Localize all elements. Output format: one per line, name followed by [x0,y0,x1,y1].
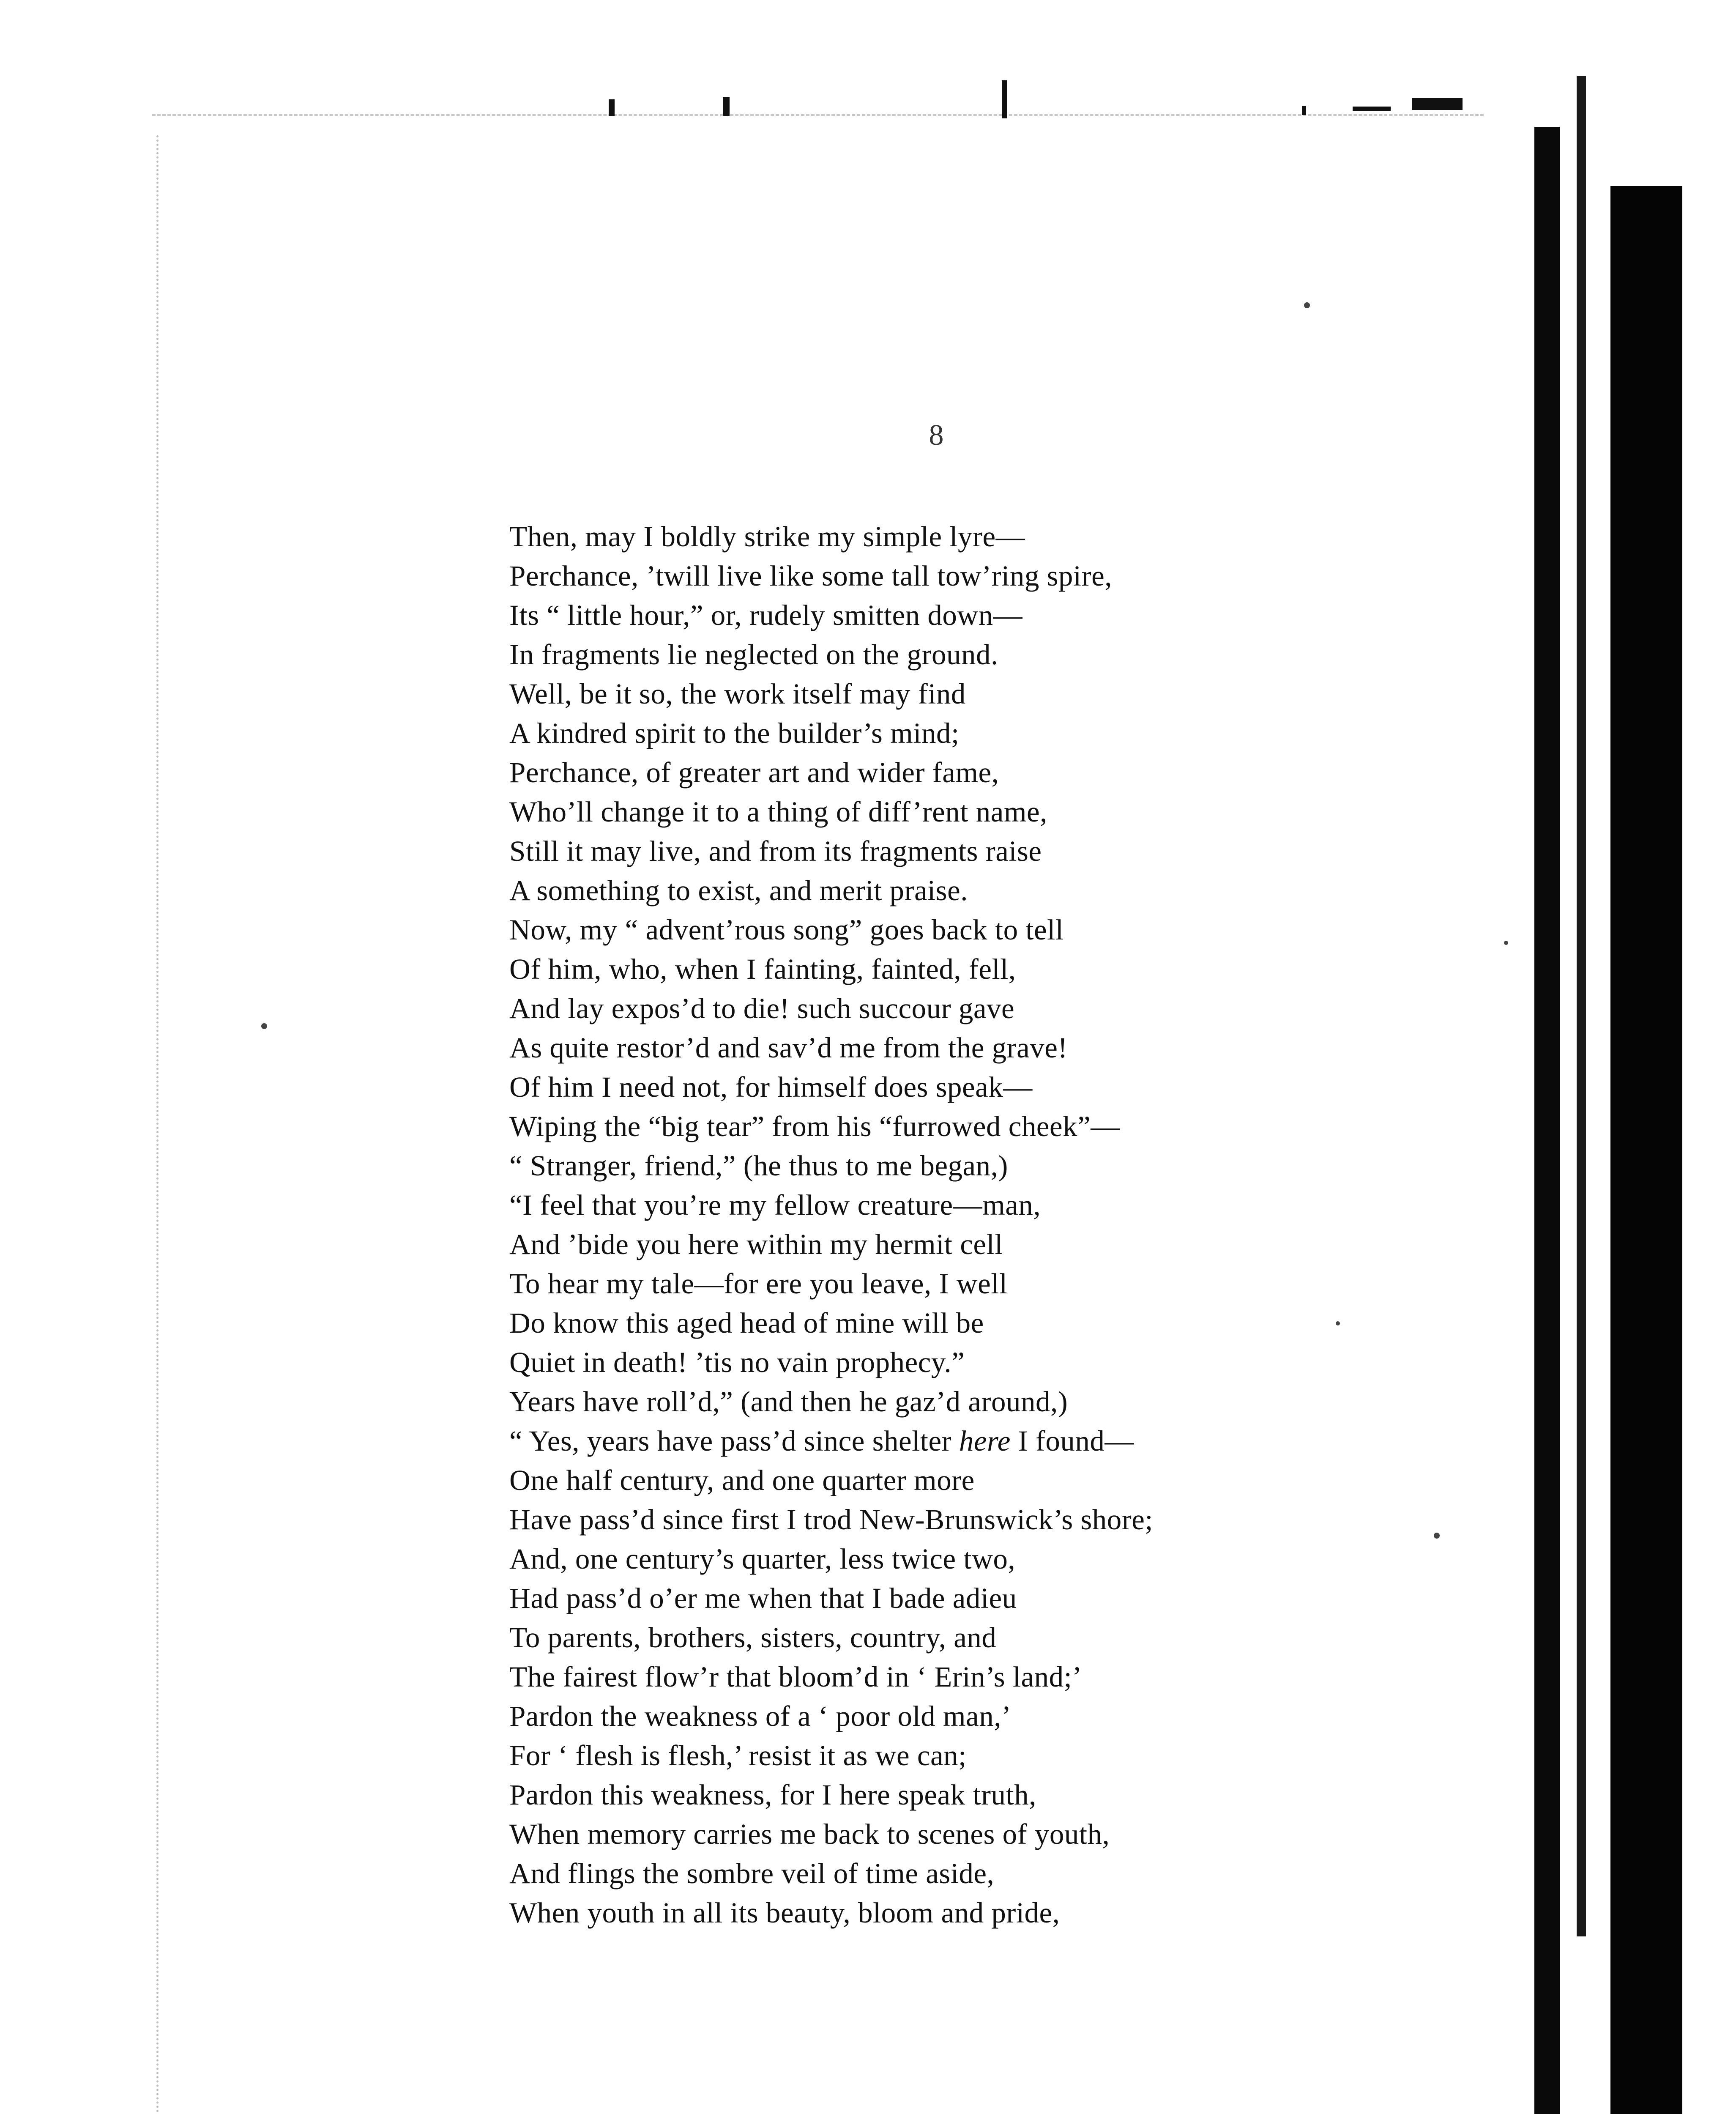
binding-gap [1596,1505,1608,1590]
poem-line: Of him, who, when I fainting, fainted, fell, [509,953,1016,985]
poem-line: Have pass’d since first I trod New-Brunswick’s shore; [509,1503,1154,1536]
top-mark [1002,80,1007,118]
poem-line: To hear my tale—for ere you leave, I well [509,1268,1008,1300]
binding-bar [1534,127,1560,2114]
poem-line: Still it may live, and from its fragments raise [509,835,1042,867]
poem-line: In fragments lie neglected on the ground. [509,638,998,671]
poem-line: When youth in all its beauty, bloom and pride, [509,1897,1060,1929]
poem-line: Quiet in death! ’tis no vain prophecy.” [509,1346,965,1378]
poem-line: For ‘ flesh is flesh,’ resist it as we can; [509,1739,967,1772]
page-edge-left [156,135,163,2114]
poem-line: “I feel that you’re my fellow creature—man, [509,1189,1041,1221]
ink-speck [261,1023,267,1029]
poem-line: Then, may I boldly strike my simple lyre— [509,520,1025,553]
poem-line: And lay expos’d to die! such succour gave [509,992,1015,1024]
poem-line: Its “ little hour,” or, rudely smitten down— [509,599,1023,631]
poem-line: “ Stranger, friend,” (he thus to me began,) [509,1150,1008,1182]
poem-line: To parents, brothers, sisters, country, and [509,1621,997,1654]
poem-line: And flings the sombre veil of time aside, [509,1857,995,1889]
poem-line: A kindred spirit to the builder’s mind; [509,717,960,749]
poem-line: Do know this aged head of mine will be [509,1307,984,1339]
poem-line: As quite restor’d and sav’d me from the grave! [509,1032,1068,1064]
poem-line: “ Yes, years have pass’d since shelter here I found— [509,1425,1134,1457]
page-number: 8 [929,419,944,452]
top-mark [1353,107,1391,111]
top-mark [1302,106,1306,115]
poem-line: Perchance, of greater art and wider fame, [509,756,999,789]
top-mark [609,99,615,116]
poem-line: The fairest flow’r that bloom’d in ‘ Erin’s land;’ [509,1661,1082,1693]
binding-bar [1577,76,1586,1936]
poem-text [509,517,1524,1933]
top-mark [723,97,730,116]
poem-line: When memory carries me back to scenes of youth, [509,1818,1110,1850]
poem-line: And ’bide you here within my hermit cell [509,1228,1003,1260]
poem-line: Perchance, ’twill live like some tall tow’ring spire, [509,560,1112,592]
poem-line: Wiping the “big tear” from his “furrowed cheek”— [509,1110,1120,1142]
poem-line: Years have roll’d,” (and then he gaz’d around,) [509,1386,1068,1418]
poem-line: Of him I need not, for himself does speak— [509,1071,1033,1103]
poem-line: Who’ll change it to a thing of diff’rent name, [509,796,1047,828]
book-binding-edge [1513,76,1712,2114]
poem-line: Had pass’d o’er me when that I bade adieu [509,1582,1017,1614]
poem-line: Pardon this weakness, for I here speak truth, [509,1779,1036,1811]
top-mark [1412,98,1463,110]
poem-line: One half century, and one quarter more [509,1464,975,1496]
poem-line: A something to exist, and merit praise. [509,874,968,906]
poem-line: Pardon the weakness of a ‘ poor old man,’ [509,1700,1012,1732]
poem-line: Well, be it so, the work itself may find [509,678,966,710]
poem-line: And, one century’s quarter, less twice two, [509,1543,1016,1575]
binding-bar [1610,186,1682,2114]
ink-speck [1304,302,1310,308]
poem-line: Now, my “ advent’rous song” goes back to tell [509,914,1064,946]
page-edge-top [152,114,1484,120]
